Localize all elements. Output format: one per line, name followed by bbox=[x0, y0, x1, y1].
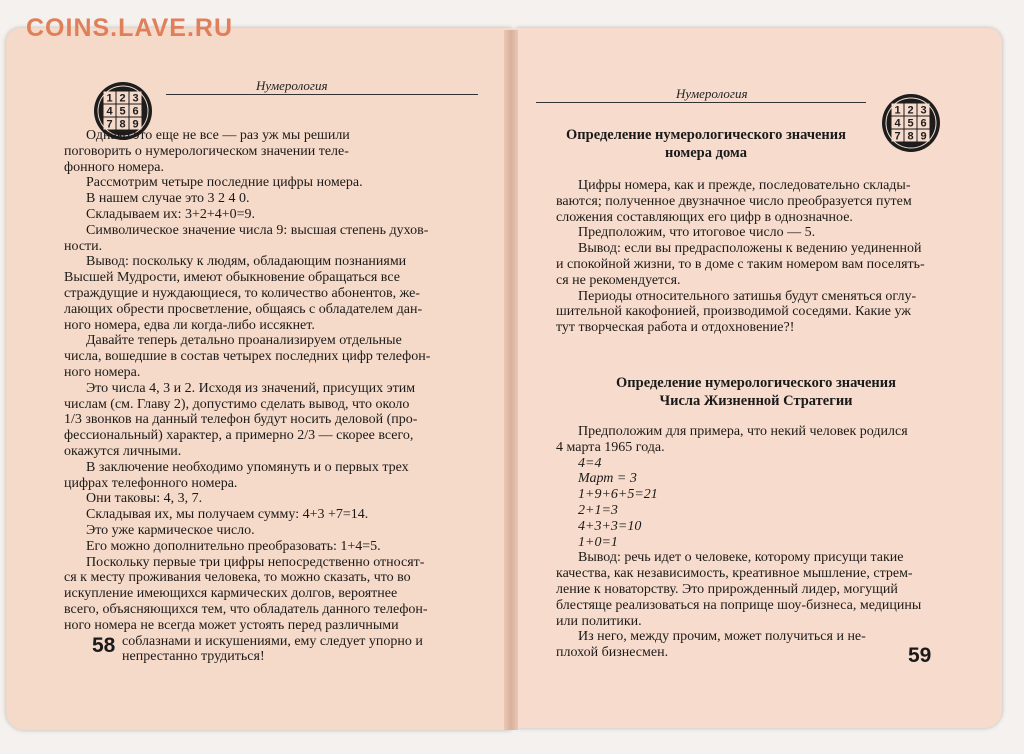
right-page bbox=[516, 28, 1002, 728]
left-page-line: цифрах телефонного номера. bbox=[64, 475, 238, 491]
house-number-line: Цифры номера, как и прежде, последовательно склады- bbox=[578, 178, 911, 193]
emblem-digit: 2 bbox=[119, 92, 126, 105]
left-page-line: страждущие и нуждающиеся, то количество абонентов, же- bbox=[64, 285, 420, 301]
left-page-line: Складывая их, мы получаем сумму: 4+3 +7=14. bbox=[86, 507, 369, 523]
emblem-digit: 5 bbox=[119, 105, 126, 118]
house-number-line: сложения составляющих его цифр в однозначное. bbox=[556, 209, 853, 225]
emblem-digit: 3 bbox=[132, 92, 139, 105]
section-title-house-number bbox=[546, 126, 866, 162]
emblem-digit: 9 bbox=[132, 118, 139, 131]
house-number-line: и спокойной жизни, то в доме с таким номером вам поселять- bbox=[556, 256, 925, 272]
emblem-digit: 1 bbox=[106, 92, 113, 105]
house-number-line: Вывод: если вы предрасположены к ведению уединенной bbox=[578, 241, 922, 257]
left-page-line: поговорить о нумерологическом значении теле- bbox=[64, 143, 349, 159]
emblem-digit: 7 bbox=[894, 130, 901, 143]
life-strategy-line: качества, как независимость, креативное мышление, стрем- bbox=[556, 566, 913, 582]
page-number-left: 58 bbox=[92, 634, 116, 657]
left-page-line: Высшей Мудрости, имеют обыкновение обращаться все bbox=[64, 270, 400, 286]
life-strategy-line: ление к новаторству. Это прирожденный лидер, могущий bbox=[556, 581, 898, 597]
left-page-line: фонного номера. bbox=[64, 159, 164, 175]
left-page-body bbox=[64, 128, 484, 665]
emblem-digit: 4 bbox=[894, 117, 901, 130]
left-page-line: числа, вошедшие в состав четырех последних цифр телефон- bbox=[64, 349, 431, 365]
left-page-line: В нашем случае это 3 2 4 0. bbox=[86, 191, 250, 207]
left-page-line: Рассмотрим четыре последние цифры номера. bbox=[86, 175, 363, 191]
section-title-line: номера дома bbox=[665, 145, 747, 161]
left-page-line: соблазнами и искушениями, ему следует упорно и bbox=[122, 633, 423, 649]
left-page-line: искупление имеющихся кармических долгов, вероятнее bbox=[64, 586, 398, 602]
house-number-line: Предположим, что итоговое число — 5. bbox=[578, 225, 816, 241]
header-rule-right bbox=[536, 102, 866, 103]
header-rule bbox=[166, 94, 478, 95]
life-strategy-line: 1+9+6+5=21 bbox=[578, 487, 658, 503]
life-strategy-line: Из него, между прочим, может получиться и не- bbox=[578, 629, 866, 645]
left-page-line: ного номера не всегда может устоять перед различными bbox=[64, 617, 399, 633]
section-life-strategy-body bbox=[556, 424, 960, 661]
left-page-line: ного номера, едва ли когда-либо иссякнет. bbox=[64, 317, 315, 333]
life-strategy-line: 4 марта 1965 года. bbox=[556, 439, 665, 455]
emblem-digit: 8 bbox=[907, 130, 914, 143]
left-page-line: Поскольку первые три цифры непосредственно относят- bbox=[86, 554, 425, 570]
house-number-line: ся не рекомендуется. bbox=[556, 272, 681, 288]
left-page-line: ности. bbox=[64, 238, 103, 254]
left-page-line: Это числа 4, 3 и 2. Исходя из значений, присущих этим bbox=[86, 380, 416, 396]
section-house-number-body bbox=[556, 178, 960, 336]
left-page-line: всего, объясняющихся тем, что обладатель данного телефон- bbox=[64, 601, 428, 617]
house-number-line: ваются; полученное двузначное число преобразуется путем bbox=[556, 193, 912, 209]
emblem-digit: 5 bbox=[907, 117, 914, 130]
section-title-line: Определение нумерологического значения bbox=[566, 127, 846, 143]
emblem-digit: 1 bbox=[894, 104, 901, 117]
life-strategy-line: 4+3+3=10 bbox=[578, 518, 642, 534]
running-header-right: Нумерология bbox=[676, 86, 748, 101]
life-strategy-line: 4=4 bbox=[578, 455, 602, 471]
emblem-digit: 3 bbox=[920, 104, 927, 117]
life-strategy-line: Март = 3 bbox=[578, 471, 637, 487]
life-strategy-line: 1+0=1 bbox=[578, 534, 618, 550]
left-page bbox=[6, 28, 512, 730]
emblem-digit: 7 bbox=[106, 118, 113, 131]
left-page-line: 1/3 звонков на данный телефон будут носить деловой (про- bbox=[64, 412, 418, 428]
left-page-line: Они таковы: 4, 3, 7. bbox=[86, 491, 203, 507]
house-number-line: шительной какофонией, производимой соседями. Какие уж bbox=[556, 304, 911, 320]
house-number-line: Периоды относительного затишья будут сменяться оглу- bbox=[578, 288, 917, 304]
emblem-digit: 8 bbox=[119, 118, 126, 131]
left-page-line: Давайте теперь детально проанализируем отдельные bbox=[86, 333, 402, 349]
section-title-life-strategy bbox=[566, 374, 946, 410]
left-page-line: В заключение необходимо упомянуть и о первых трех bbox=[86, 459, 409, 475]
life-strategy-line: блестяще реализоваться на поприще шоу-бизнеса, медицины bbox=[556, 597, 922, 613]
left-page-line: непрестанно трудиться! bbox=[122, 649, 265, 665]
left-page-line: Вывод: поскольку к людям, обладающим познаниями bbox=[86, 254, 407, 270]
left-page-line: лающих обрести просветление, общаясь с обладателем дан- bbox=[64, 301, 423, 317]
house-number-line: тут творческая работа и отдохновение?! bbox=[556, 320, 795, 336]
left-page-line: фессиональный) характер, а примерно 2/3 — скорее всего, bbox=[64, 428, 414, 444]
numerology-emblem-icon-right bbox=[880, 92, 942, 154]
left-page-line: Его можно дополнительно преобразовать: 1+4=5. bbox=[86, 538, 381, 554]
emblem-digit: 4 bbox=[106, 105, 113, 118]
left-page-line: Складываем их: 3+2+4+0=9. bbox=[86, 206, 256, 222]
emblem-digit: 6 bbox=[132, 105, 139, 118]
left-page-line: окажутся личными. bbox=[64, 443, 182, 459]
life-strategy-line: Предположим для примера, что некий человек родился bbox=[578, 424, 908, 439]
left-page-line: Однако это еще не все — раз уж мы решили bbox=[86, 128, 350, 143]
left-page-line: ного номера. bbox=[64, 364, 141, 380]
site-watermark: COINS.LAVE.RU bbox=[26, 14, 233, 42]
life-strategy-line: плохой бизнесмен. bbox=[556, 645, 669, 661]
emblem-digit: 6 bbox=[920, 117, 927, 130]
left-page-line: Это уже кармическое число. bbox=[86, 522, 255, 538]
left-page-line: Символическое значение числа 9: высшая степень духов- bbox=[86, 222, 429, 238]
section-title-line: Числа Жизненной Стратегии bbox=[659, 393, 853, 409]
book-gutter bbox=[504, 30, 518, 730]
emblem-digit: 2 bbox=[907, 104, 914, 117]
running-header: Нумерология bbox=[256, 78, 328, 93]
life-strategy-line: или политики. bbox=[556, 613, 642, 629]
life-strategy-line: 2+1=3 bbox=[578, 502, 618, 518]
left-page-line: числам (см. Главу 2), допустимо сделать вывод, что около bbox=[64, 396, 410, 412]
left-page-line: ся к месту проживания человека, то можно сказать, что во bbox=[64, 570, 411, 586]
section-title-line: Определение нумерологического значения bbox=[616, 375, 896, 391]
page-number-right: 59 bbox=[908, 644, 932, 667]
emblem-digit: 9 bbox=[920, 130, 927, 143]
life-strategy-line: Вывод: речь идет о человеке, которому присущи такие bbox=[578, 550, 904, 566]
